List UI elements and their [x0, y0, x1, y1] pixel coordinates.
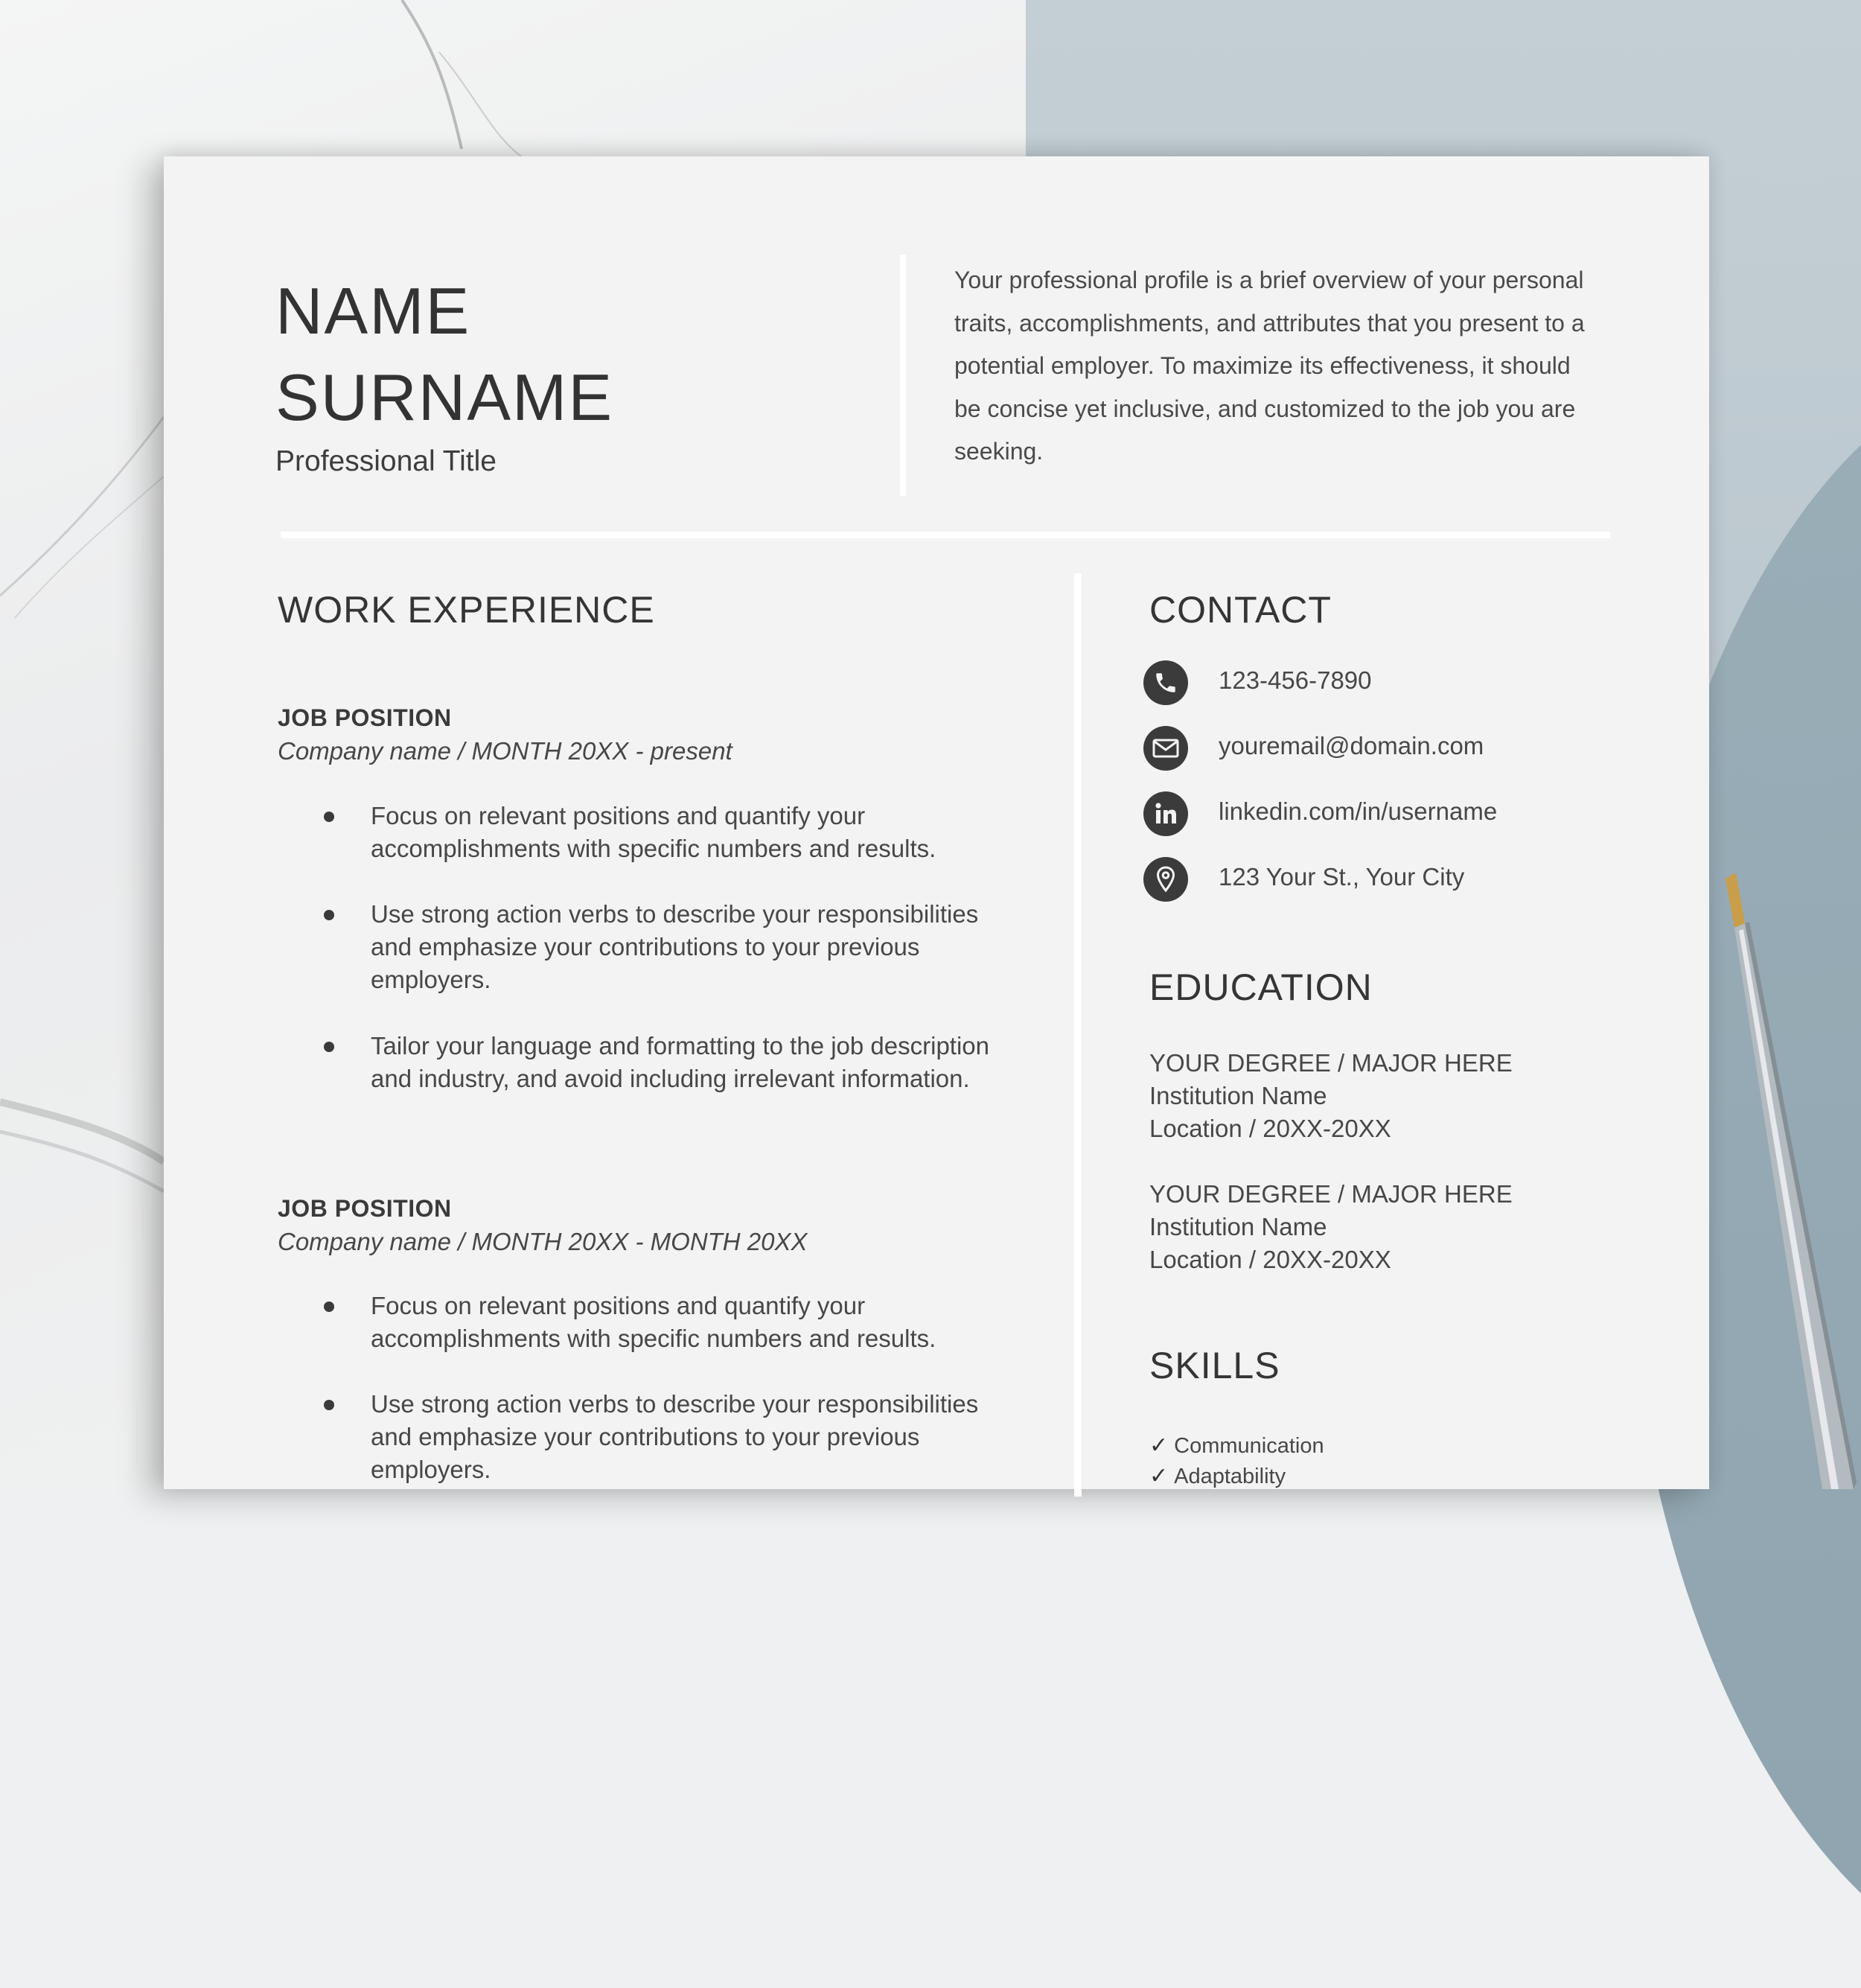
job-2-bullet-2: Use strong action verbs to describe your responsibilities and emphasize your contributions to your previous employers. — [371, 1390, 979, 1483]
phone-number[interactable]: 123-456-7890 — [1219, 666, 1372, 694]
header-divider-vertical — [900, 255, 906, 496]
skill-label: Adaptability — [1174, 1465, 1286, 1488]
job-2-bullet-1: Focus on relevant positions and quantify your accomplishments with specific numbers and results. — [371, 1292, 936, 1352]
contact-heading: CONTACT — [1149, 589, 1332, 631]
bullet-dot — [324, 910, 334, 920]
job-company-2: Company name / MONTH 20XX - MONTH 20XX — [278, 1228, 808, 1255]
education-heading: EDUCATION — [1149, 966, 1373, 1008]
phone-icon — [1143, 660, 1188, 705]
column-divider — [1074, 573, 1082, 1497]
email-address[interactable]: youremail@domain.com — [1219, 732, 1484, 759]
education-degree: YOUR DEGREE / MAJOR HERE — [1149, 1049, 1513, 1077]
education-location: Location / 20XX-20XX — [1149, 1115, 1391, 1142]
name-line-2: SURNAME — [275, 360, 614, 434]
skill-item — [1149, 1463, 1286, 1489]
email-icon — [1143, 726, 1188, 771]
skill-label: Communication — [1174, 1434, 1324, 1458]
name-line-1: NAME — [275, 274, 471, 348]
job-1-bullet-3: Tailor your language and formatting to the job description and industry, and avoid including irrelevant information. — [371, 1032, 990, 1092]
profile-summary: Your professional profile is a brief overview of your personal traits, accomplishments, and attributes that you present to a potential employer. To maximize its effectiveness, it should be concise yet inclusive, and customized to the job you are seeking. — [954, 267, 1585, 465]
bullet-dot — [324, 1302, 334, 1312]
job-1-bullet-1: Focus on relevant positions and quantify your accomplishments with specific numbers and results. — [371, 802, 936, 862]
education-entry-2 — [1149, 1178, 1513, 1276]
checkmark-icon: ✓ — [1149, 1433, 1169, 1458]
checkmark-icon: ✓ — [1149, 1464, 1169, 1488]
professional-title: Professional Title — [275, 445, 497, 477]
job-1-bullet-2: Use strong action verbs to describe your responsibilities and emphasize your contributions to your previous employers. — [371, 900, 979, 993]
education-institution: Institution Name — [1149, 1082, 1327, 1109]
job-position-1: JOB POSITION — [278, 704, 452, 731]
education-location: Location / 20XX-20XX — [1149, 1246, 1391, 1273]
bullet-dot — [324, 1042, 334, 1052]
street-address: 123 Your St., Your City — [1219, 863, 1465, 891]
bullet-dot — [324, 812, 334, 822]
education-degree: YOUR DEGREE / MAJOR HERE — [1149, 1180, 1513, 1208]
skills-heading: SKILLS — [1149, 1345, 1280, 1386]
job-position-2: JOB POSITION — [278, 1195, 452, 1222]
education-entry-1 — [1149, 1047, 1513, 1145]
linkedin-url[interactable]: linkedin.com/in/username — [1219, 797, 1498, 825]
linkedin-icon — [1143, 791, 1188, 836]
skill-item — [1149, 1433, 1324, 1459]
education-institution: Institution Name — [1149, 1213, 1327, 1240]
location-pin-icon — [1143, 857, 1188, 902]
resume-paper — [164, 156, 1709, 1489]
name-heading — [275, 268, 613, 441]
job-company-1: Company name / MONTH 20XX - present — [278, 737, 732, 765]
work-experience-heading: WORK EXPERIENCE — [278, 589, 655, 631]
bullet-dot — [324, 1400, 334, 1410]
header-divider-horizontal — [281, 532, 1610, 538]
pen-decoration — [1697, 864, 1861, 1489]
